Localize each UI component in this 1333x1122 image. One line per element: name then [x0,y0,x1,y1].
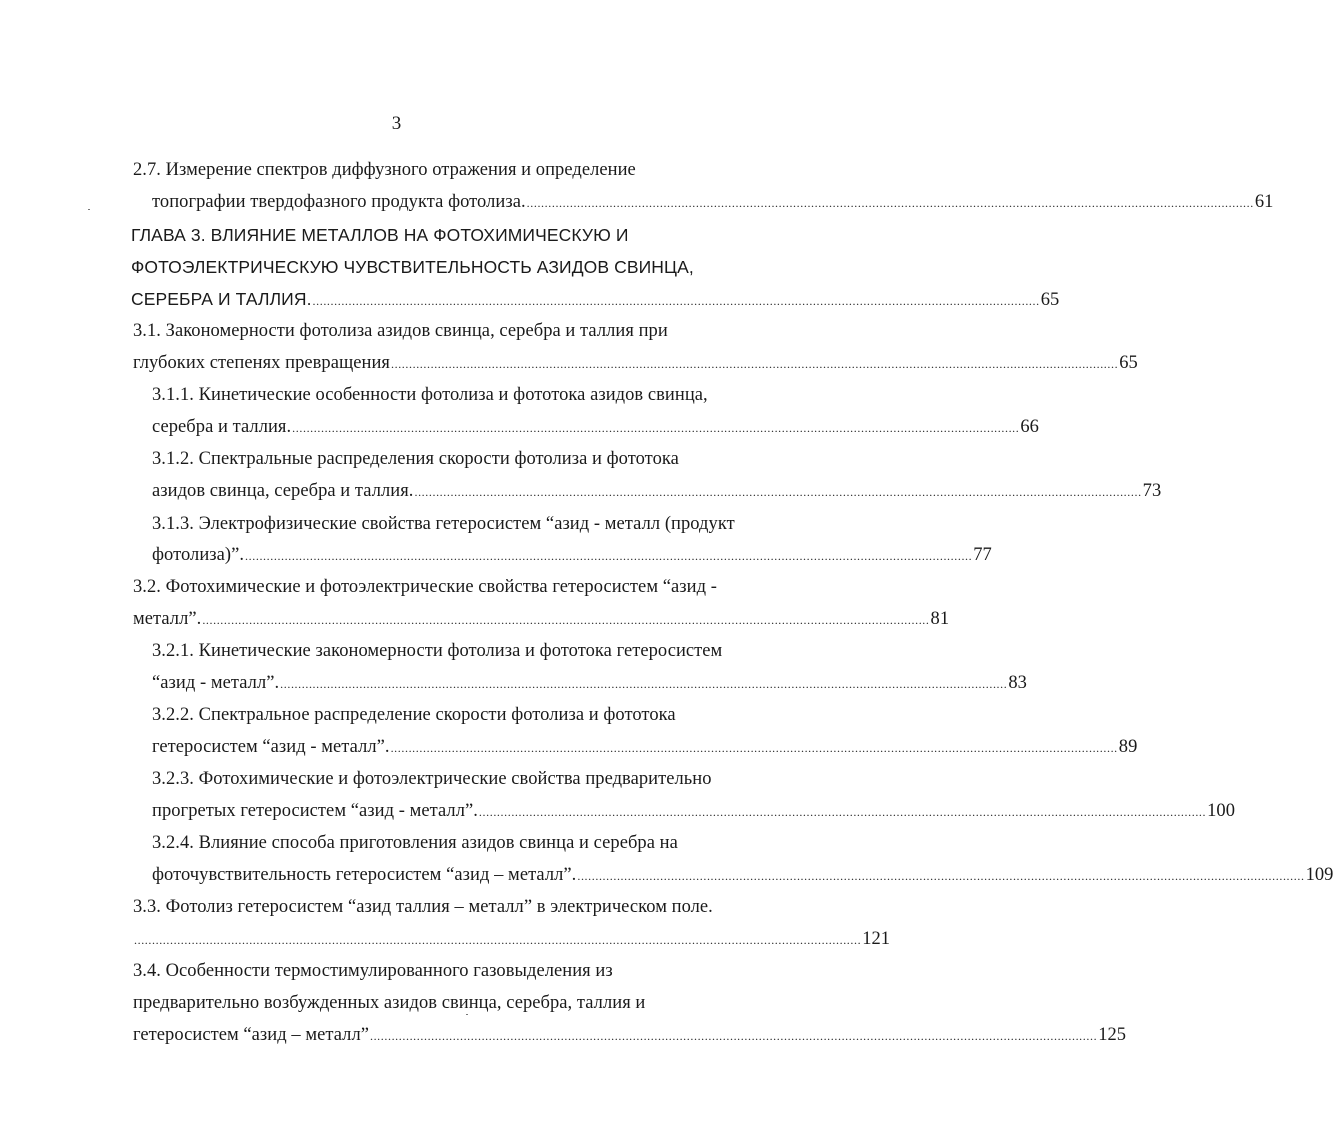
toc-entry-3-2-2-page: 89 [1118,737,1138,757]
toc-entry-3-3-line-1: 3.3. Фотолиз гетеросистем “азид таллия – металл” в электрическом поле. [133,897,713,917]
toc-entry-2-7-line-1: 2.7. Измерение спектров диффузного отражения и определение [133,160,636,180]
toc-entry-3-1-1-line-2 [152,414,1039,440]
toc-entry-3-1-2-text: азидов свинца, серебра и таллия. [152,481,414,501]
page-number: 3 [391,113,402,134]
toc-entry-3-4-text: гетеросистем “азид – металл” [133,1025,369,1045]
toc-entry-3-1-line-2 [133,350,1138,376]
toc-entry-3-2-4-line-1: 3.2.4. Влияние способа приготовления азидов свинца и серебра на [152,833,678,853]
dot-leader: .......................................................................................................................................................................................................... [312,294,1040,308]
scan-speck [88,209,90,210]
toc-entry-3-2-4-text: фоточувствительность гетеросистем “азид – металл”. [152,865,577,885]
dot-leader: .......................................................................................................................................................................................................... [245,549,973,563]
toc-entry-3-2-2-text: гетеросистем “азид - металл”. [152,737,390,757]
toc-entry-3-4-line-3 [133,1022,1127,1048]
toc-entry-3-2-2-line-1: 3.2.2. Спектральное распределение скорости фотолиза и фототока [152,705,676,725]
toc-entry-3-1-page: 65 [1119,353,1138,373]
toc-entry-3-2-1-line-1: 3.2.1. Кинетические закономерности фотолиза и фототока гетеросистем [152,641,723,661]
toc-entry-3-1-3-line-2 [152,542,992,568]
dot-leader: .......................................................................................................................................................................................................... [202,613,930,627]
toc-entry-3-1-1-line-1: 3.1.1. Кинетические особенности фотолиза и фототока азидов свинца, [152,385,708,405]
toc-entry-3-2-line-2 [133,606,950,632]
toc-entry-3-2-3-text: прогретых гетеросистем “азид - металл”. [152,801,478,821]
toc-entry-3-1-text: глубоких степенях превращения [133,353,390,373]
toc-entry-3-4-page: 125 [1098,1025,1127,1045]
toc-entry-3-2-2-line-2 [152,734,1138,760]
toc-entry-3-1-line-1: 3.1. Закономерности фотолиза азидов свинца, серебра и таллия при [133,321,668,341]
dot-leader: .......................................................................................................................................................................................................... [134,933,862,947]
toc-entry-2-7-page: 61 [1254,192,1274,212]
toc-entry-3-1-2-page: 73 [1142,481,1162,501]
toc-entry-3-2-3-line-2 [152,798,1236,824]
toc-chapter-3-page: 65 [1040,290,1060,310]
dot-leader: .......................................................................................................................................................................................................... [369,1029,1098,1043]
toc-chapter-3-line-2: ФОТОЭЛЕКТРИЧЕСКУЮ ЧУВСТВИТЕЛЬНОСТЬ АЗИДОВ СВИНЦА, [131,257,694,277]
toc-entry-3-2-3-line-1: 3.2.3. Фотохимические и фотоэлектрические свойства предварительно [152,769,712,789]
dot-leader: .......................................................................................................................................................................................................... [292,421,1020,435]
scan-speck [466,1014,468,1015]
toc-entry-3-1-2-line-1: 3.1.2. Спектральные распределения скорости фотолиза и фототока [152,449,679,469]
toc-entry-3-4-line-1: 3.4. Особенности термостимулированного газовыделения из [133,961,613,981]
dot-leader: .......................................................................................................................................................................................................... [478,805,1207,819]
toc-entry-3-1-3-page: 77 [973,545,992,565]
toc-entry-3-3-line-2 [133,926,891,952]
toc-entry-3-2-line-1: 3.2. Фотохимические и фотоэлектрические свойства гетеросистем “азид - [133,577,717,597]
toc-entry-3-2-1-page: 83 [1008,673,1027,693]
toc-entry-3-1-2-line-2 [152,478,1162,504]
toc-entry-3-2-1-line-2 [152,670,1027,696]
toc-entry-3-2-3-page: 100 [1207,801,1236,821]
toc-entry-3-2-4-line-2 [152,862,1333,888]
toc-chapter-3-line-1: ГЛАВА 3. ВЛИЯНИЕ МЕТАЛЛОВ НА ФОТОХИМИЧЕСКУЮ И [131,225,629,245]
dot-leader: .......................................................................................................................................................................................................... [280,677,1008,691]
dot-leader: .......................................................................................................................................................................................................... [390,741,1118,755]
toc-entry-2-7-text: топографии твердофазного продукта фотолиза. [152,192,526,212]
toc-entry-3-1-3-text: фотолиза)”. [152,545,245,565]
toc-chapter-3-line-3 [131,286,1060,312]
toc-entry-3-4-line-2: предварительно возбужденных азидов свинца, серебра, таллия и [133,993,646,1013]
toc-entry-3-2-text: металл”. [133,609,202,629]
dot-leader: .......................................................................................................................................................................................................... [577,869,1305,883]
toc-entry-3-1-1-text: серебра и таллия. [152,417,292,437]
dot-leader: .......................................................................................................................................................................................................... [391,357,1119,371]
toc-chapter-3-text: СЕРЕБРА И ТАЛЛИЯ. [131,289,312,309]
toc-entry-3-1-3-line-1: 3.1.3. Электрофизические свойства гетеросистем “азид - металл (продукт [152,514,735,534]
dot-leader: .......................................................................................................................................................................................................... [414,485,1142,499]
toc-entry-3-3-page: 121 [862,929,891,949]
toc-entry-3-2-4-page: 109 [1305,865,1333,885]
toc-entry-3-2-page: 81 [930,609,950,629]
toc-entry-3-2-1-text: “азид - металл”. [152,673,280,693]
dot-leader: .......................................................................................................................................................................................................... [526,196,1254,210]
toc-entry-2-7-line-2 [152,189,1274,215]
toc-entry-3-1-1-page: 66 [1020,417,1039,437]
